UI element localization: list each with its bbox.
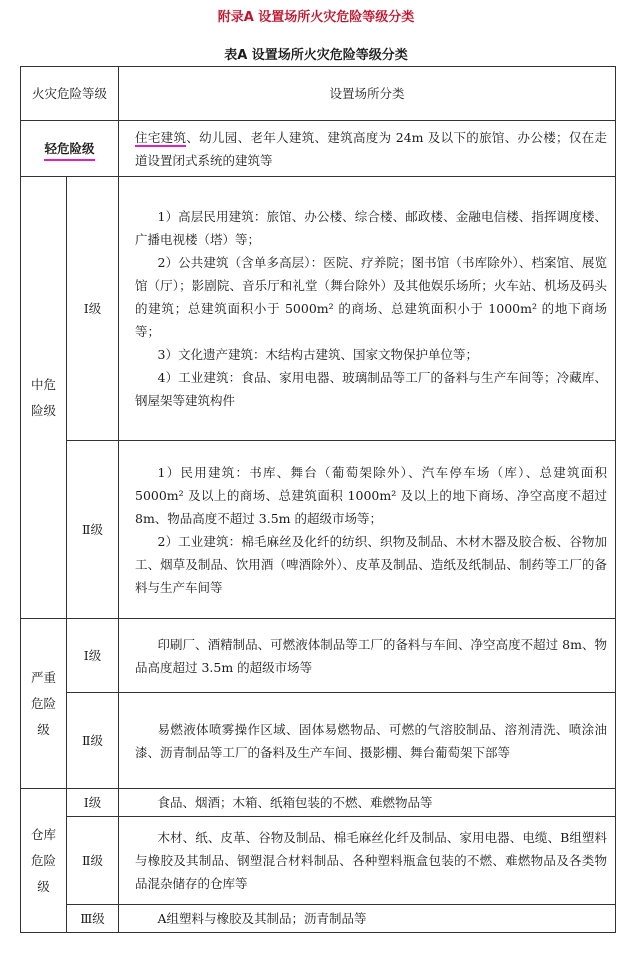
table-row-light: [21, 121, 616, 177]
level-severe: 严重危险级: [21, 619, 67, 789]
list-item: 2）公共建筑（含单多高层）：医院、疗养院；图书馆（书库除外）、档案馆、展览馆（厅）；影剧院、音乐厅和礼堂（舞台除外）及其他娱乐场所；火车站、机场及码头的建筑；总建筑面积小于 5000m² 的商场、总建筑面积小于 1000m² 的地下商场等；: [135, 255, 607, 339]
warehouse-sub1-content: [119, 789, 616, 817]
medium-sub1-content: [119, 177, 616, 441]
warehouse-sub1-text: 食品、烟酒；木箱、纸箱包装的不燃、难燃物品等: [157, 795, 433, 810]
warehouse-sub1-label: Ⅰ级: [67, 789, 119, 817]
table-header-row: [21, 67, 616, 121]
level-light: [21, 121, 119, 177]
warehouse-sub2-content: [119, 817, 616, 905]
warehouse-sub2-label: Ⅱ级: [67, 817, 119, 905]
table-row-medium-2: [21, 441, 616, 619]
warehouse-sub3-label: Ⅲ级: [67, 905, 119, 933]
level-medium: 中危险级: [21, 177, 67, 619]
table-row-medium-1: [21, 177, 616, 441]
header-place: 设置场所分类: [119, 67, 616, 121]
table-row-severe-1: [21, 619, 616, 693]
list-item: 1）民用建筑：书库、舞台（葡萄架除外）、汽车停车场（库）、总建筑面积 5000m² 及以上的商场、总建筑面积 1000m² 及以上的地下商场、净空高度不超过 8m、物品高度不超过 3.5m 的超级市场等；: [135, 464, 607, 526]
severe-sub2-label: Ⅱ级: [67, 693, 119, 789]
warehouse-sub2-text: 木材、纸、皮革、谷物及制品、棉毛麻丝化纤及制品、家用电器、电缆、B组塑料与橡胶及其制品、钢塑混合材料制品、各种塑料瓶盒包装的不燃、难燃物品及各类物品混杂储存的仓库等: [135, 830, 607, 891]
table-row-warehouse-3: [21, 905, 616, 933]
medium-sub2-label: Ⅱ级: [67, 441, 119, 619]
list-item: 2）工业建筑：棉毛麻丝及化纤的纺织、织物及制品、木材木器及胶合板、谷物加工、烟草及制品、饮用酒（啤酒除外）、皮革及制品、造纸及纸制品、制药等工厂的备料与生产车间等: [135, 533, 607, 595]
medium-sub2-content: [119, 441, 616, 619]
medium-sub1-label: Ⅰ级: [67, 177, 119, 441]
light-content: [119, 121, 616, 177]
appendix-title: 附录A 设置场所火灾危险等级分类: [217, 10, 415, 25]
severe-sub2-text: 易燃液体喷雾操作区域、固体易燃物品、可燃的气溶胶制品、溶剂清洗、喷涂油漆、沥青制品等工厂的备料及生产车间、摄影棚、舞台葡萄架下部等: [135, 721, 607, 760]
table-row-severe-2: [21, 693, 616, 789]
light-highlight: 住宅建筑: [135, 129, 187, 145]
table-title: 表A 设置场所火灾危险等级分类: [224, 48, 408, 63]
list-item: 4）工业建筑：食品、家用电器、玻璃制品等工厂的备料与生产车间等；冷藏库、钢屋架等建筑构件: [135, 370, 607, 408]
light-text: 、幼儿园、老年人建筑、建筑高度为 24m 及以下的旅馆、办公楼；仅在走道设置闭式系统的建筑等: [135, 129, 607, 168]
table-row-warehouse-2: [21, 817, 616, 905]
severe-sub1-content: [119, 619, 616, 693]
list-item: 1）高层民用建筑：旅馆、办公楼、综合楼、邮政楼、金融电信楼、指挥调度楼、广播电视楼（塔）等；: [135, 209, 607, 247]
header-level: 火灾危险等级: [21, 67, 119, 121]
list-item: 3）文化遗产建筑：木结构古建筑、国家文物保护单位等；: [157, 347, 478, 362]
hazard-classification-table: [20, 66, 616, 933]
severe-sub1-label: Ⅰ级: [67, 619, 119, 693]
severe-sub1-text: 印刷厂、酒精制品、可燃液体制品等工厂的备料与车间、净空高度不超过 8m、物品高度超过 3.5m 的超级市场等: [135, 636, 607, 675]
warehouse-sub3-content: [119, 905, 616, 933]
warehouse-sub3-text: A组塑料与橡胶及其制品；沥青制品等: [157, 911, 367, 926]
severe-sub2-content: [119, 693, 616, 789]
level-light-label: 轻危险级: [44, 139, 94, 161]
table-row-warehouse-1: [21, 789, 616, 817]
level-warehouse: 仓库危险级: [21, 789, 67, 933]
